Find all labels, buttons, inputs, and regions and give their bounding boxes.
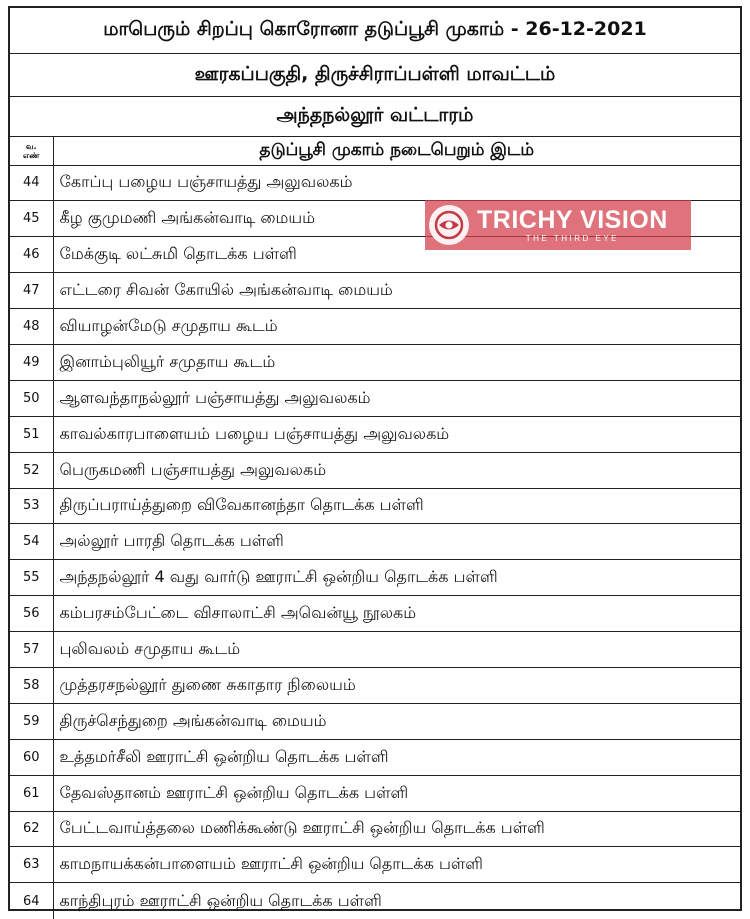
serial-number-cell: 50 (10, 380, 53, 416)
camp-location-cell: மேக்குடி லட்சுமி தொடக்க பள்ளி (53, 237, 740, 273)
watermark-brand: TRICHY VISION (477, 206, 668, 234)
camp-location-cell: வியாழன்மேடு சமுதாய கூடம் (53, 309, 740, 345)
table-row (10, 380, 740, 416)
serial-number-cell: 56 (10, 596, 53, 632)
trichy-vision-watermark (425, 200, 691, 250)
serial-number-cell: 59 (10, 703, 53, 739)
camp-location-cell: திருச்செந்துறை அங்கன்வாடி மையம் (53, 703, 740, 739)
camp-location-cell: தேவஸ்தானம் ஊராட்சி ஒன்றிய தொடக்க பள்ளி (53, 775, 740, 811)
serial-number-cell: 63 (10, 847, 53, 883)
camp-location-cell: முத்தரசநல்லூர் துணை சுகாதார நிலையம் (53, 667, 740, 703)
eye-logo-icon (429, 205, 469, 245)
serial-number-cell: 57 (10, 632, 53, 668)
serial-number-cell: 64 (10, 883, 53, 919)
table-row (10, 524, 740, 560)
table-row (10, 883, 740, 919)
camp-location-cell: எட்டரை சிவன் கோயில் அங்கன்வாடி மையம் (53, 273, 740, 309)
table-row (10, 344, 740, 380)
serial-number-cell: 48 (10, 309, 53, 345)
serial-number-cell: 53 (10, 488, 53, 524)
table-row (10, 416, 740, 452)
camp-location-cell: ஆளவந்தாநல்லூர் பஞ்சாயத்து அலுவலகம் (53, 380, 740, 416)
serial-number-cell: 46 (10, 237, 53, 273)
table-row (10, 273, 740, 309)
camp-location-cell: காந்திபுரம் ஊராட்சி ஒன்றிய தொடக்க பள்ளி (59, 890, 382, 910)
district-heading: ஊரகப்பகுதி, திருச்சிராப்பள்ளி மாவட்டம் (10, 54, 740, 97)
serial-number-cell: 51 (10, 416, 53, 452)
serial-number-cell: 55 (10, 560, 53, 596)
serial-number-cell: 62 (10, 811, 53, 847)
block-heading: அந்தநல்லூர் வட்டாரம் (10, 97, 740, 137)
camp-location-cell: கீழ குமுமணி அங்கன்வாடி மையம் (53, 201, 740, 237)
table-row (10, 309, 740, 345)
table-row (10, 452, 740, 488)
camp-location-cell: அல்லூர் பாரதி தொடக்க பள்ளி (53, 524, 740, 560)
camp-location-cell: கோப்பு பழைய பஞ்சாயத்து அலுவலகம் (53, 165, 740, 201)
serial-number-header-line1: வ. (25, 141, 37, 151)
table-row (10, 488, 740, 524)
camp-location-cell: புலிவலம் சமுதாய கூடம் (53, 632, 740, 668)
page-title: மாபெரும் சிறப்பு கொரோனா தடுப்பூசி முகாம் - 26-12-2021 (10, 8, 740, 54)
table-row (10, 739, 740, 775)
table-header-row (10, 137, 740, 165)
serial-number-header (10, 137, 53, 165)
serial-number-cell: 61 (10, 775, 53, 811)
camp-location-cell: திருப்பராய்த்துறை விவேகானந்தா தொடக்க பள்ளி (53, 488, 740, 524)
serial-number-cell: 58 (10, 667, 53, 703)
serial-number-cell: 44 (10, 165, 53, 201)
serial-number-cell: 52 (10, 452, 53, 488)
table-row (10, 811, 740, 847)
camp-location-cell: பெருகமணி பஞ்சாயத்து அலுவலகம் (53, 452, 740, 488)
serial-number-header-line2: எண் (23, 150, 40, 160)
table-row (10, 560, 740, 596)
camp-location-cell: இனாம்புலியூர் சமுதாய கூடம் (53, 344, 740, 380)
camp-location-header: தடுப்பூசி முகாம் நடைபெறும் இடம் (53, 137, 740, 165)
serial-number-cell: 45 (10, 201, 53, 237)
table-row (10, 847, 740, 883)
table-row (10, 775, 740, 811)
camp-location-cell: கம்பரசம்பேட்டை விசாலாட்சி அவென்யூ நூலகம் (53, 596, 740, 632)
camp-locations-table (10, 137, 740, 919)
camp-location-cell: அந்தநல்லூர் 4 வது வார்டு ஊராட்சி ஒன்றிய தொடக்க பள்ளி (53, 560, 740, 596)
table-row (10, 596, 740, 632)
watermark-text (477, 206, 668, 244)
table-row (10, 703, 740, 739)
watermark-tagline: THE THIRD EYE (525, 234, 620, 243)
table-row (10, 632, 740, 668)
table-row (10, 667, 740, 703)
table-row (10, 165, 740, 201)
document-sheet (8, 6, 742, 911)
serial-number-cell: 60 (10, 739, 53, 775)
camp-location-cell: பேட்டவாய்த்தலை மணிக்கூண்டு ஊராட்சி ஒன்றிய தொடக்க பள்ளி (53, 811, 740, 847)
serial-number-cell: 49 (10, 344, 53, 380)
serial-number-cell: 47 (10, 273, 53, 309)
serial-number-cell: 54 (10, 524, 53, 560)
camp-location-cell: காவல்காரபாளையம் பழைய பஞ்சாயத்து அலுவலகம் (53, 416, 740, 452)
camp-location-cell: உத்தமர்சீலி ஊராட்சி ஒன்றிய தொடக்க பள்ளி (53, 739, 740, 775)
camp-location-cell: காமநாயக்கன்பாளையம் ஊராட்சி ஒன்றிய தொடக்க பள்ளி (53, 847, 740, 883)
